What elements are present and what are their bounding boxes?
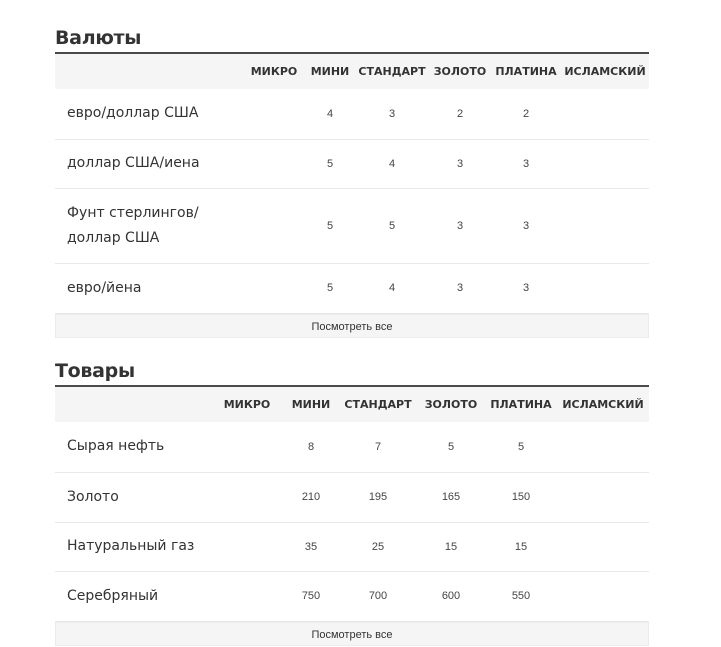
instrument-name: Натуральный газ xyxy=(55,522,211,571)
cell-standard: 700 xyxy=(339,571,417,621)
cell-platinum: 3 xyxy=(491,139,561,188)
instrument-name: Серебряный xyxy=(55,571,211,621)
cell-standard: 195 xyxy=(339,472,417,522)
header-standard: СТАНДАРТ xyxy=(344,398,412,411)
cell-platinum: 550 xyxy=(485,571,557,621)
cell-micro xyxy=(243,89,305,139)
cell-micro xyxy=(243,139,305,188)
view-all-button[interactable]: Посмотреть все xyxy=(55,622,649,646)
cell-mini: 750 xyxy=(283,571,339,621)
header-islamic: ИСЛАМСКИЙ xyxy=(564,65,646,78)
instrument-name: Золото xyxy=(55,472,211,522)
cell-platinum: 15 xyxy=(485,522,557,571)
header-gold: ЗОЛОТО xyxy=(424,398,478,411)
table-row xyxy=(55,89,649,139)
header-mini: МИНИ xyxy=(310,65,350,78)
header-mini: МИНИ xyxy=(291,398,331,411)
cell-platinum: 2 xyxy=(491,89,561,139)
table-header-row xyxy=(55,387,649,422)
instrument-name: Сырая нефть xyxy=(55,422,211,472)
cell-standard: 7 xyxy=(339,422,417,472)
cell-micro xyxy=(211,571,283,621)
cell-standard: 25 xyxy=(339,522,417,571)
instrument-name: Фунт стерлингов/ доллар США xyxy=(55,188,243,263)
header-micro: МИКРО xyxy=(223,398,271,411)
cell-gold: 600 xyxy=(417,571,485,621)
cell-micro xyxy=(243,263,305,313)
cell-micro xyxy=(211,422,283,472)
cell-mini: 4 xyxy=(305,89,355,139)
cell-mini: 5 xyxy=(305,139,355,188)
cell-gold: 2 xyxy=(429,89,491,139)
table-row xyxy=(55,139,649,188)
cell-gold: 3 xyxy=(429,139,491,188)
cell-standard: 5 xyxy=(355,188,429,263)
cell-islamic xyxy=(561,139,649,188)
header-gold: ЗОЛОТО xyxy=(433,65,487,78)
commodities-title: Товары xyxy=(55,357,649,387)
cell-gold: 165 xyxy=(417,472,485,522)
cell-standard: 4 xyxy=(355,139,429,188)
cell-platinum: 3 xyxy=(491,263,561,313)
table-row xyxy=(55,422,649,472)
cell-islamic xyxy=(557,422,649,472)
cell-gold: 15 xyxy=(417,522,485,571)
table-row xyxy=(55,263,649,313)
header-platinum: ПЛАТИНА xyxy=(490,398,552,411)
instrument-name: евро/йена xyxy=(55,263,243,313)
header-islamic: ИСЛАМСКИЙ xyxy=(562,398,644,411)
cell-islamic xyxy=(557,522,649,571)
header-name-spacer xyxy=(55,387,211,422)
header-standard: СТАНДАРТ xyxy=(358,65,426,78)
cell-mini: 5 xyxy=(305,263,355,313)
cell-platinum: 150 xyxy=(485,472,557,522)
commodities-table xyxy=(55,387,649,622)
instrument-name: евро/доллар США xyxy=(55,89,243,139)
header-name-spacer xyxy=(55,54,243,89)
cell-mini: 8 xyxy=(283,422,339,472)
table-row xyxy=(55,571,649,621)
table-row xyxy=(55,472,649,522)
cell-mini: 5 xyxy=(305,188,355,263)
table-header-row xyxy=(55,54,649,89)
view-all-button[interactable]: Посмотреть все xyxy=(55,314,649,338)
currencies-section xyxy=(55,24,649,338)
cell-standard: 4 xyxy=(355,263,429,313)
currencies-title: Валюты xyxy=(55,24,649,54)
cell-gold: 5 xyxy=(417,422,485,472)
header-platinum: ПЛАТИНА xyxy=(495,65,557,78)
cell-islamic xyxy=(557,571,649,621)
cell-platinum: 3 xyxy=(491,188,561,263)
currencies-table xyxy=(55,54,649,314)
cell-micro xyxy=(211,522,283,571)
cell-mini: 210 xyxy=(283,472,339,522)
cell-islamic xyxy=(557,472,649,522)
cell-gold: 3 xyxy=(429,263,491,313)
cell-micro xyxy=(243,188,305,263)
cell-platinum: 5 xyxy=(485,422,557,472)
commodities-section xyxy=(55,357,649,646)
cell-islamic xyxy=(561,89,649,139)
table-row xyxy=(55,522,649,571)
table-row xyxy=(55,188,649,263)
instrument-name: доллар США/иена xyxy=(55,139,243,188)
cell-islamic xyxy=(561,188,649,263)
cell-mini: 35 xyxy=(283,522,339,571)
cell-micro xyxy=(211,472,283,522)
header-micro: МИКРО xyxy=(250,65,298,78)
cell-standard: 3 xyxy=(355,89,429,139)
cell-gold: 3 xyxy=(429,188,491,263)
cell-islamic xyxy=(561,263,649,313)
